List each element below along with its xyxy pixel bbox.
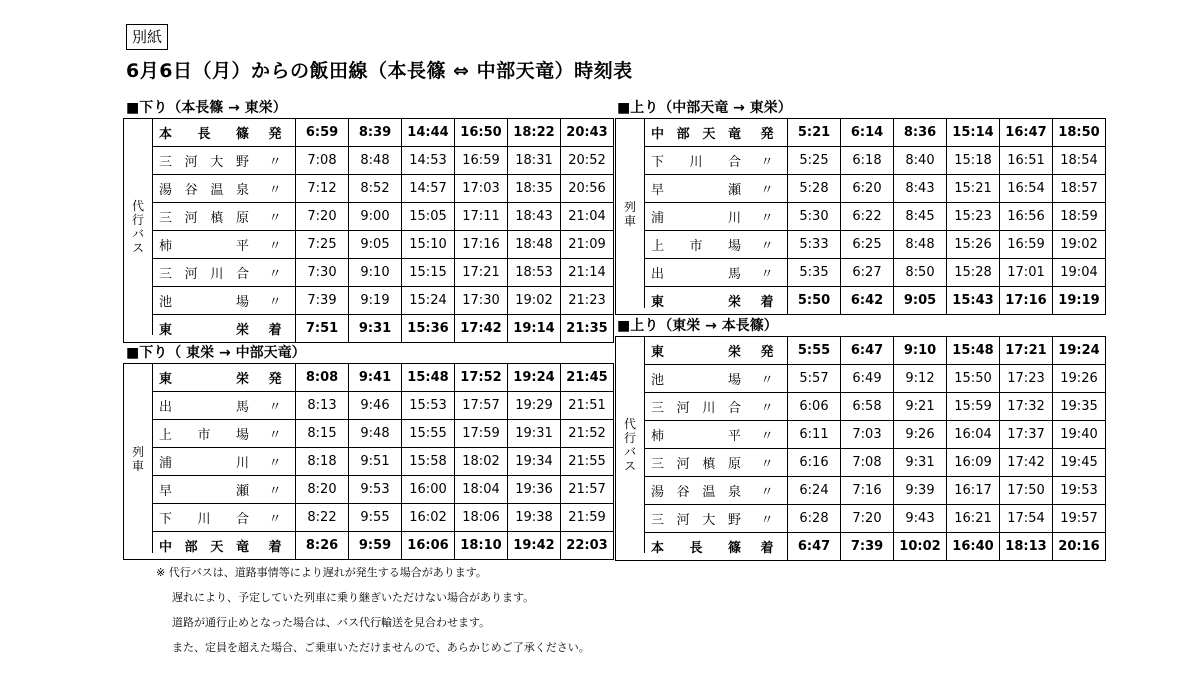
time-cell: 16:56: [1000, 203, 1053, 231]
timetable-up-train: [615, 118, 1106, 315]
station-name: 柿平: [645, 421, 747, 449]
time-cell: 5:30: [788, 203, 841, 231]
timetable-row: [645, 421, 1105, 449]
time-cell: 15:50: [947, 365, 1000, 393]
time-cell: 7:08: [841, 449, 894, 477]
time-cell: 16:54: [1000, 175, 1053, 203]
timetable-row: [645, 147, 1105, 175]
time-cell: 20:56: [561, 175, 614, 203]
timetable-row: [153, 364, 613, 392]
time-cell: 15:18: [947, 147, 1000, 175]
time-cell: 16:40: [947, 533, 1000, 561]
time-cell: 18:57: [1053, 175, 1106, 203]
time-cell: 9:00: [349, 203, 402, 231]
station-name: 浦川: [153, 448, 255, 476]
time-cell: 19:24: [508, 364, 561, 392]
time-cell: 6:49: [841, 365, 894, 393]
time-cell: 16:00: [402, 476, 455, 504]
arrival-departure-mark: 〃: [255, 476, 296, 504]
time-cell: 17:23: [1000, 365, 1053, 393]
time-cell: 18:43: [508, 203, 561, 231]
time-cell: 15:58: [402, 448, 455, 476]
station-name: 三河槙原: [153, 203, 255, 231]
time-cell: 17:50: [1000, 477, 1053, 505]
arrival-departure-mark: 〃: [747, 147, 788, 175]
timetable-grid: [153, 119, 613, 342]
timetable-row: [153, 448, 613, 476]
station-name: 池場: [153, 287, 255, 315]
time-cell: 14:57: [402, 175, 455, 203]
page-title: 6月6日（月）からの飯田線（本長篠 ⇔ 中部天竜）時刻表: [126, 60, 633, 82]
station-name: 湯谷温泉: [153, 175, 255, 203]
station-name: 出馬: [645, 259, 747, 287]
section-heading-down-train: ■下り（ 東栄 → 中部天竜）: [126, 345, 306, 361]
note-line: また、定員を超えた場合、ご乗車いただけませんので、あらかじめご了承ください。: [172, 641, 590, 654]
time-cell: 6:14: [841, 119, 894, 147]
time-cell: 17:30: [455, 287, 508, 315]
time-cell: 17:32: [1000, 393, 1053, 421]
time-cell: 6:06: [788, 393, 841, 421]
timetable-row: [153, 476, 613, 504]
notes: [156, 560, 590, 660]
timetable-row: [153, 315, 613, 343]
arrival-departure-mark: 〃: [255, 231, 296, 259]
note-line: ※ 代行バスは、道路事情等により遅れが発生する場合があります。: [156, 566, 487, 579]
time-cell: 9:53: [349, 476, 402, 504]
time-cell: 7:51: [296, 315, 349, 343]
time-cell: 17:16: [1000, 287, 1053, 315]
station-name: 三河川合: [153, 259, 255, 287]
time-cell: 7:30: [296, 259, 349, 287]
arrival-departure-mark: 〃: [255, 504, 296, 532]
time-cell: 7:39: [841, 533, 894, 561]
arrival-departure-mark: 〃: [747, 477, 788, 505]
time-cell: 6:18: [841, 147, 894, 175]
time-cell: 9:12: [894, 365, 947, 393]
time-cell: 21:23: [561, 287, 614, 315]
arrival-departure-mark: 着: [747, 533, 788, 561]
time-cell: 6:11: [788, 421, 841, 449]
timetable-row: [645, 365, 1105, 393]
arrival-departure-mark: 発: [760, 345, 774, 360]
time-cell: 6:47: [788, 533, 841, 561]
time-cell: 17:01: [1000, 259, 1053, 287]
time-cell: 7:08: [296, 147, 349, 175]
time-cell: 7:16: [841, 477, 894, 505]
station-name: 出馬: [153, 392, 255, 420]
arrival-departure-mark: 〃: [747, 231, 788, 259]
time-cell: 8:52: [349, 175, 402, 203]
time-cell: 9:39: [894, 477, 947, 505]
timetable-row: [153, 119, 613, 147]
time-cell: 8:08: [296, 364, 349, 392]
time-cell: 18:10: [455, 532, 508, 560]
station-name: 早瀬: [153, 476, 255, 504]
arrival-departure-mark: 〃: [255, 420, 296, 448]
timetable-row: [645, 175, 1105, 203]
side-label: 代行バス: [124, 119, 153, 335]
time-cell: 15:21: [947, 175, 1000, 203]
time-cell: 6:58: [841, 393, 894, 421]
time-cell: 18:31: [508, 147, 561, 175]
station-name: 柿平: [153, 231, 255, 259]
time-cell: 8:43: [894, 175, 947, 203]
time-cell: 21:04: [561, 203, 614, 231]
time-cell: 20:43: [561, 119, 614, 147]
time-cell: 5:25: [788, 147, 841, 175]
section-heading-down-bus: ■下り（本長篠 → 東栄）: [126, 100, 287, 116]
time-cell: 9:21: [894, 393, 947, 421]
arrival-departure-mark: 〃: [255, 147, 296, 175]
arrival-departure-mark: 〃: [255, 203, 296, 231]
time-cell: 15:48: [947, 337, 1000, 365]
time-cell: 18:35: [508, 175, 561, 203]
time-cell: 10:02: [894, 533, 947, 561]
time-cell: 7:20: [296, 203, 349, 231]
time-cell: 20:52: [561, 147, 614, 175]
time-cell: 9:59: [349, 532, 402, 560]
time-cell: 9:43: [894, 505, 947, 533]
time-cell: 6:59: [296, 119, 349, 147]
time-cell: 15:24: [402, 287, 455, 315]
time-cell: 6:47: [841, 337, 894, 365]
time-cell: 21:45: [561, 364, 614, 392]
arrival-departure-mark: 〃: [255, 259, 296, 287]
station-name: 中部天竜: [651, 127, 741, 142]
station-name: 三河槙原: [645, 449, 747, 477]
time-cell: 19:38: [508, 504, 561, 532]
station-name: 本長篠: [645, 533, 747, 561]
time-cell: 9:05: [894, 287, 947, 315]
time-cell: 15:55: [402, 420, 455, 448]
time-cell: 8:20: [296, 476, 349, 504]
timetable-row: [645, 119, 1105, 147]
time-cell: 16:47: [1000, 119, 1053, 147]
time-cell: 19:31: [508, 420, 561, 448]
time-cell: 9:55: [349, 504, 402, 532]
timetable-row: [153, 259, 613, 287]
time-cell: 5:55: [788, 337, 841, 365]
time-cell: 8:15: [296, 420, 349, 448]
time-cell: 19:24: [1053, 337, 1106, 365]
timetable-row: [153, 532, 613, 560]
time-cell: 6:25: [841, 231, 894, 259]
side-label: 代行バス: [616, 337, 645, 553]
time-cell: 21:55: [561, 448, 614, 476]
time-cell: 15:10: [402, 231, 455, 259]
station-name: 三河大野: [645, 505, 747, 533]
time-cell: 21:35: [561, 315, 614, 343]
time-cell: 8:50: [894, 259, 947, 287]
time-cell: 9:48: [349, 420, 402, 448]
time-cell: 18:04: [455, 476, 508, 504]
time-cell: 8:48: [349, 147, 402, 175]
time-cell: 15:26: [947, 231, 1000, 259]
arrival-departure-mark: 〃: [255, 448, 296, 476]
station-name: 早瀬: [645, 175, 747, 203]
station-name: 上市場: [645, 231, 747, 259]
time-cell: 6:28: [788, 505, 841, 533]
time-cell: 5:21: [788, 119, 841, 147]
arrival-departure-mark: 〃: [747, 175, 788, 203]
time-cell: 8:13: [296, 392, 349, 420]
time-cell: 19:14: [508, 315, 561, 343]
time-cell: 16:04: [947, 421, 1000, 449]
arrival-departure-mark: 〃: [747, 393, 788, 421]
arrival-departure-mark: 着: [747, 287, 788, 315]
timetable-down-train: [123, 363, 614, 560]
time-cell: 19:19: [1053, 287, 1106, 315]
time-cell: 15:36: [402, 315, 455, 343]
time-cell: 7:25: [296, 231, 349, 259]
time-cell: 17:54: [1000, 505, 1053, 533]
timetable-up-bus: [615, 336, 1106, 561]
time-cell: 9:10: [894, 337, 947, 365]
time-cell: 9:05: [349, 231, 402, 259]
time-cell: 8:18: [296, 448, 349, 476]
time-cell: 15:05: [402, 203, 455, 231]
time-cell: 16:51: [1000, 147, 1053, 175]
station-name: 湯谷温泉: [645, 477, 747, 505]
time-cell: 17:21: [455, 259, 508, 287]
time-cell: 9:51: [349, 448, 402, 476]
time-cell: 16:50: [455, 119, 508, 147]
time-cell: 7:12: [296, 175, 349, 203]
time-cell: 18:53: [508, 259, 561, 287]
timetable-row: [153, 175, 613, 203]
time-cell: 21:57: [561, 476, 614, 504]
time-cell: 9:31: [349, 315, 402, 343]
station-name: 浦川: [645, 203, 747, 231]
time-cell: 21:52: [561, 420, 614, 448]
time-cell: 19:29: [508, 392, 561, 420]
timetable-row: [153, 203, 613, 231]
arrival-departure-mark: 着: [255, 315, 296, 343]
time-cell: 17:57: [455, 392, 508, 420]
arrival-departure-mark: 〃: [255, 175, 296, 203]
time-cell: 15:59: [947, 393, 1000, 421]
time-cell: 18:02: [455, 448, 508, 476]
time-cell: 19:26: [1053, 365, 1106, 393]
time-cell: 18:59: [1053, 203, 1106, 231]
time-cell: 7:39: [296, 287, 349, 315]
section-heading-up-bus: ■上り（東栄 → 本長篠）: [617, 318, 778, 334]
timetable-row: [645, 505, 1105, 533]
time-cell: 6:22: [841, 203, 894, 231]
time-cell: 17:42: [1000, 449, 1053, 477]
station-name: 下川合: [153, 504, 255, 532]
station-name: 中部天竜: [153, 532, 255, 560]
time-cell: 19:34: [508, 448, 561, 476]
arrival-departure-mark: 〃: [747, 449, 788, 477]
station-name: 東栄: [159, 372, 249, 387]
time-cell: 15:15: [402, 259, 455, 287]
timetable-row: [153, 287, 613, 315]
timetable-row: [153, 420, 613, 448]
arrival-departure-mark: 〃: [747, 203, 788, 231]
timetable-row: [645, 203, 1105, 231]
time-cell: 6:16: [788, 449, 841, 477]
time-cell: 9:41: [349, 364, 402, 392]
time-cell: 9:46: [349, 392, 402, 420]
time-cell: 19:40: [1053, 421, 1106, 449]
time-cell: 9:26: [894, 421, 947, 449]
arrival-departure-mark: 発: [268, 127, 282, 142]
time-cell: 5:28: [788, 175, 841, 203]
time-cell: 7:03: [841, 421, 894, 449]
time-cell: 16:59: [1000, 231, 1053, 259]
timetable-row: [645, 231, 1105, 259]
station-name: 東栄: [153, 315, 255, 343]
attachment-tag: 別紙: [126, 24, 168, 50]
time-cell: 19:02: [1053, 231, 1106, 259]
arrival-departure-mark: 〃: [747, 505, 788, 533]
timetable-grid: [645, 337, 1105, 560]
time-cell: 18:54: [1053, 147, 1106, 175]
time-cell: 21:59: [561, 504, 614, 532]
time-cell: 15:53: [402, 392, 455, 420]
time-cell: 17:59: [455, 420, 508, 448]
time-cell: 6:20: [841, 175, 894, 203]
timetable-grid: [153, 364, 613, 559]
station-name: 三河大野: [153, 147, 255, 175]
time-cell: 17:37: [1000, 421, 1053, 449]
time-cell: 8:48: [894, 231, 947, 259]
time-cell: 17:03: [455, 175, 508, 203]
arrival-departure-mark: 〃: [747, 365, 788, 393]
station-name: 下川合: [645, 147, 747, 175]
time-cell: 8:22: [296, 504, 349, 532]
timetable-row: [645, 449, 1105, 477]
station-name: 本長篠: [159, 127, 249, 142]
time-cell: 16:17: [947, 477, 1000, 505]
time-cell: 9:10: [349, 259, 402, 287]
time-cell: 19:53: [1053, 477, 1106, 505]
time-cell: 18:06: [455, 504, 508, 532]
timetable-row: [153, 231, 613, 259]
time-cell: 15:28: [947, 259, 1000, 287]
time-cell: 16:06: [402, 532, 455, 560]
timetable-row: [153, 392, 613, 420]
time-cell: 5:50: [788, 287, 841, 315]
time-cell: 17:11: [455, 203, 508, 231]
arrival-departure-mark: 〃: [255, 392, 296, 420]
station-name: 三河川合: [645, 393, 747, 421]
timetable-row: [153, 147, 613, 175]
note-line: 道路が通行止めとなった場合は、バス代行輸送を見合わせます。: [172, 616, 491, 629]
side-label: 列車: [616, 119, 645, 308]
note-line: 遅れにより、予定していた列車に乗り継ぎいただけない場合があります。: [172, 591, 535, 604]
arrival-departure-mark: 着: [255, 532, 296, 560]
timetable-row: [153, 504, 613, 532]
time-cell: 19:02: [508, 287, 561, 315]
time-cell: 5:57: [788, 365, 841, 393]
time-cell: 21:09: [561, 231, 614, 259]
time-cell: 18:13: [1000, 533, 1053, 561]
time-cell: 5:35: [788, 259, 841, 287]
timetable-row: [645, 259, 1105, 287]
time-cell: 14:44: [402, 119, 455, 147]
time-cell: 15:14: [947, 119, 1000, 147]
time-cell: 18:50: [1053, 119, 1106, 147]
timetable-row: [645, 337, 1105, 365]
station-name: 東栄: [645, 287, 747, 315]
time-cell: 19:57: [1053, 505, 1106, 533]
time-cell: 8:40: [894, 147, 947, 175]
arrival-departure-mark: 発: [760, 127, 774, 142]
station-name: 上市場: [153, 420, 255, 448]
time-cell: 21:51: [561, 392, 614, 420]
timetable-row: [645, 287, 1105, 315]
time-cell: 16:21: [947, 505, 1000, 533]
timetable-row: [645, 477, 1105, 505]
time-cell: 8:36: [894, 119, 947, 147]
time-cell: 6:27: [841, 259, 894, 287]
side-label: 列車: [124, 364, 153, 553]
time-cell: 21:14: [561, 259, 614, 287]
timetable-row: [645, 393, 1105, 421]
time-cell: 19:45: [1053, 449, 1106, 477]
timetable-grid: [645, 119, 1105, 314]
time-cell: 16:59: [455, 147, 508, 175]
time-cell: 8:26: [296, 532, 349, 560]
timetable-row: [645, 533, 1105, 561]
time-cell: 19:35: [1053, 393, 1106, 421]
time-cell: 19:36: [508, 476, 561, 504]
time-cell: 17:52: [455, 364, 508, 392]
timetable-down-bus: [123, 118, 614, 343]
time-cell: 22:03: [561, 532, 614, 560]
time-cell: 18:48: [508, 231, 561, 259]
time-cell: 9:31: [894, 449, 947, 477]
arrival-departure-mark: 発: [268, 372, 282, 387]
time-cell: 8:39: [349, 119, 402, 147]
time-cell: 15:23: [947, 203, 1000, 231]
time-cell: 17:21: [1000, 337, 1053, 365]
time-cell: 20:16: [1053, 533, 1106, 561]
section-heading-up-train: ■上り（中部天竜 → 東栄）: [617, 100, 792, 116]
time-cell: 18:22: [508, 119, 561, 147]
time-cell: 8:45: [894, 203, 947, 231]
time-cell: 6:24: [788, 477, 841, 505]
arrival-departure-mark: 〃: [747, 259, 788, 287]
station-name: 池場: [645, 365, 747, 393]
time-cell: 15:43: [947, 287, 1000, 315]
time-cell: 16:02: [402, 504, 455, 532]
time-cell: 7:20: [841, 505, 894, 533]
time-cell: 19:42: [508, 532, 561, 560]
time-cell: 9:19: [349, 287, 402, 315]
time-cell: 16:09: [947, 449, 1000, 477]
time-cell: 19:04: [1053, 259, 1106, 287]
arrival-departure-mark: 〃: [747, 421, 788, 449]
time-cell: 17:16: [455, 231, 508, 259]
time-cell: 14:53: [402, 147, 455, 175]
arrival-departure-mark: 〃: [255, 287, 296, 315]
time-cell: 6:42: [841, 287, 894, 315]
station-name: 東栄: [651, 345, 741, 360]
time-cell: 15:48: [402, 364, 455, 392]
time-cell: 17:42: [455, 315, 508, 343]
time-cell: 5:33: [788, 231, 841, 259]
